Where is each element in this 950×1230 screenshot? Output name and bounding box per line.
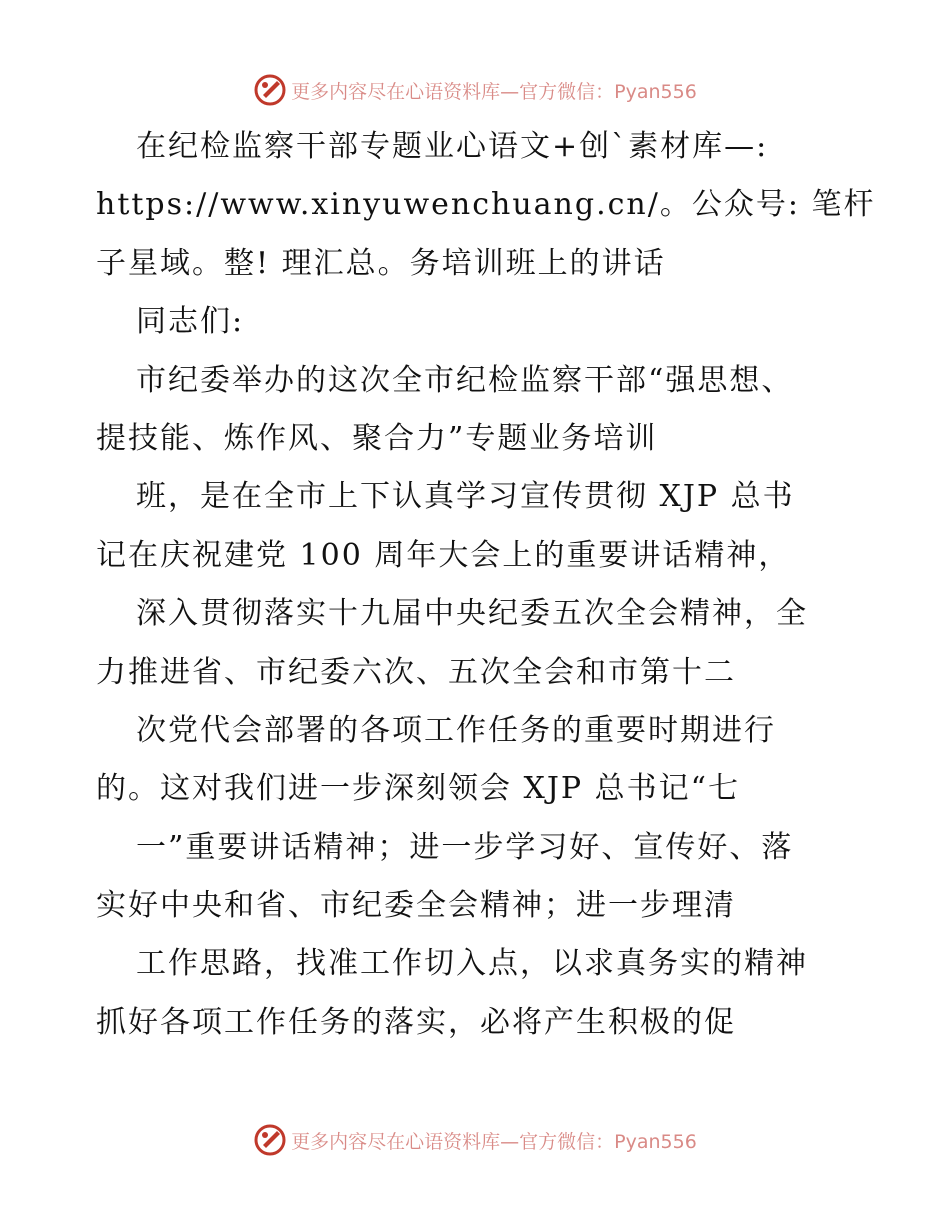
document-body bbox=[96, 118, 876, 1052]
footer-banner-text: 更多内容尽在心语资料库—官方微信：Pyan556 bbox=[291, 1130, 697, 1153]
text-line: 工作思路，找准工作切入点，以求真务实的精神 bbox=[136, 946, 808, 982]
text-line: 子星域。整! 理汇总。务培训班上的讲话 bbox=[96, 245, 666, 281]
text-line: https://www.xinyuwenchuang.cn/。公众号: 笔杆 bbox=[96, 187, 876, 223]
text-line: 一”重要讲话精神；进一步学习好、宣传好、落 bbox=[136, 829, 794, 865]
text-line: 实好中央和省、市纪委全会精神；进一步理清 bbox=[96, 888, 736, 924]
page-footer bbox=[0, 1120, 950, 1160]
xinyu-logo-icon bbox=[253, 1123, 287, 1157]
text-line: 市纪委举办的这次全市纪检监察干部“强思想、 bbox=[136, 362, 794, 398]
text-line: 在纪检监察干部专题业心语文+创`素材库—: bbox=[136, 129, 769, 164]
text-line: 同志们: bbox=[136, 304, 245, 340]
header-banner-text: 更多内容尽在心语资料库—官方微信：Pyan556 bbox=[291, 80, 697, 103]
xinyu-logo-icon bbox=[253, 73, 287, 107]
text-line: 记在庆祝建党 100 周年大会上的重要讲话精神， bbox=[96, 537, 791, 573]
text-line: 力推进省、市纪委六次、五次全会和市第十二 bbox=[96, 654, 736, 690]
header-banner bbox=[253, 73, 697, 107]
text-line: 班，是在全市上下认真学习宣传贯彻 XJP 总书 bbox=[136, 479, 795, 515]
text-line: 深入贯彻落实十九届中央纪委五次全会精神，全 bbox=[136, 596, 808, 632]
text-line: 的。这对我们进一步深刻领会 XJP 总书记“七 bbox=[96, 771, 740, 807]
page-header bbox=[0, 70, 950, 110]
footer-banner bbox=[253, 1123, 697, 1157]
text-line: 次党代会部署的各项工作任务的重要时期进行 bbox=[136, 712, 776, 748]
text-line: 抓好各项工作任务的落实，必将产生积极的促 bbox=[96, 1004, 736, 1040]
text-line: 提技能、炼作风、聚合力”专题业务培训 bbox=[96, 420, 658, 456]
